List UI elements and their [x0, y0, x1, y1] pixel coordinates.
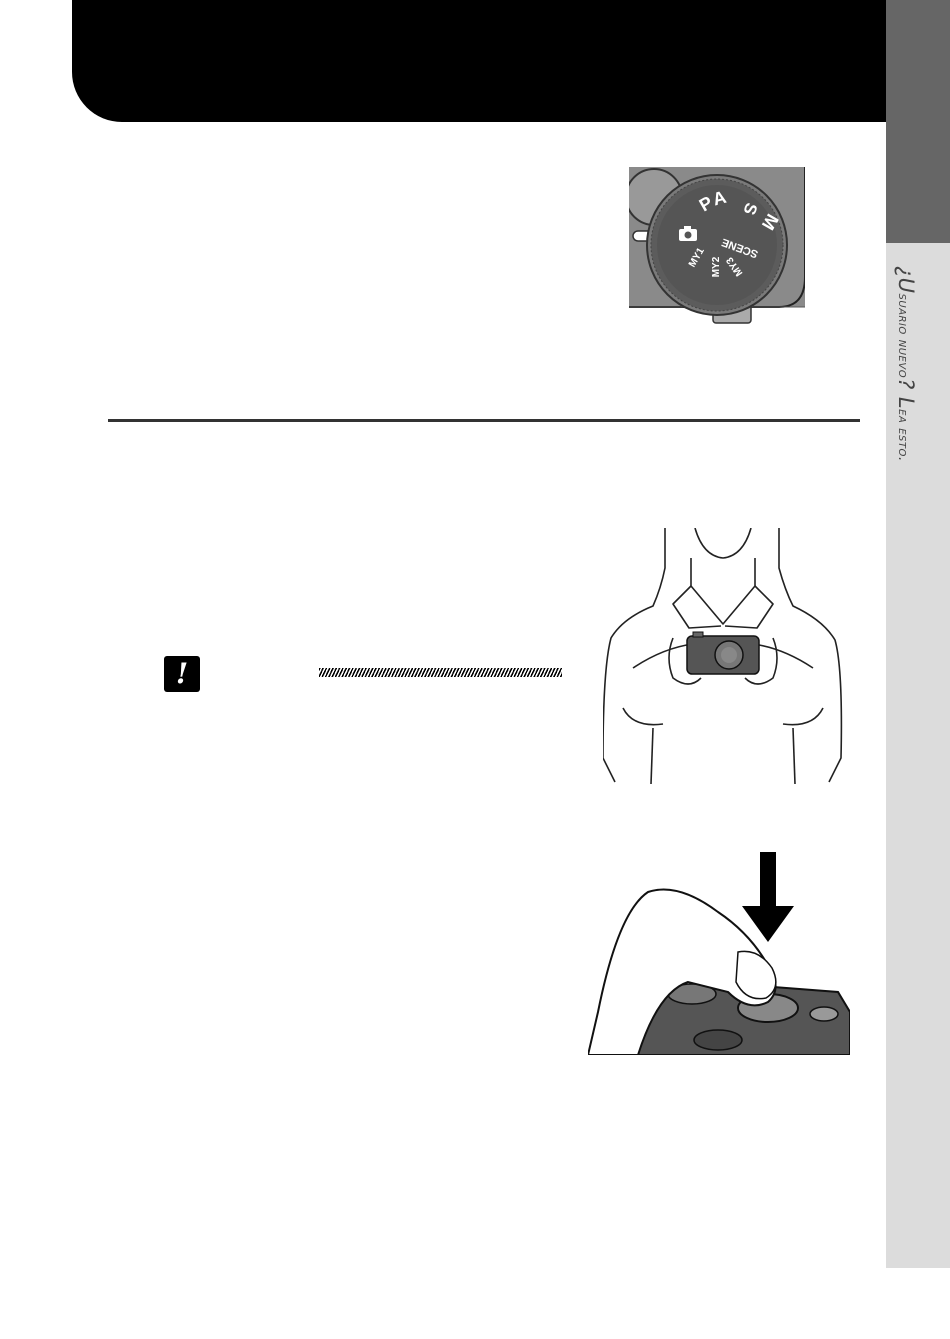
chapter-side-label [894, 266, 918, 462]
chapter-header-bar [72, 0, 886, 122]
dial-mode-m: M [757, 210, 783, 234]
mode-dial-illustration [629, 167, 805, 324]
dial-mode-a: A [710, 186, 729, 210]
caution-icon: ! [164, 656, 200, 692]
side-label-mark: ? [894, 378, 918, 390]
dial-mode-p: P [695, 192, 717, 216]
dial-mode-s: S [739, 200, 762, 218]
dial-mode-my2: MY2 [711, 256, 722, 278]
chin-outline [695, 528, 751, 558]
camera-held [687, 632, 759, 674]
arrow-down-icon [742, 852, 794, 942]
side-label-u: U [894, 277, 918, 294]
caution-hatch-rule [319, 668, 562, 677]
dial-mode-scene: SCENE [720, 235, 760, 260]
fingernail [736, 951, 776, 998]
dial-mode-my1: MY1 [686, 246, 707, 270]
chapter-side-tab-active [886, 0, 950, 243]
side-label-part2: ea esto. [895, 409, 911, 462]
person-holding-camera-illustration [603, 528, 843, 784]
dial-mode-my3: MY3 [724, 254, 746, 279]
side-label-l: L [894, 389, 918, 410]
section-divider [108, 419, 860, 422]
shutter-press-illustration [588, 852, 850, 1055]
side-label-part1: suario nuevo [895, 293, 911, 379]
side-label-q: ¿ [894, 266, 918, 278]
